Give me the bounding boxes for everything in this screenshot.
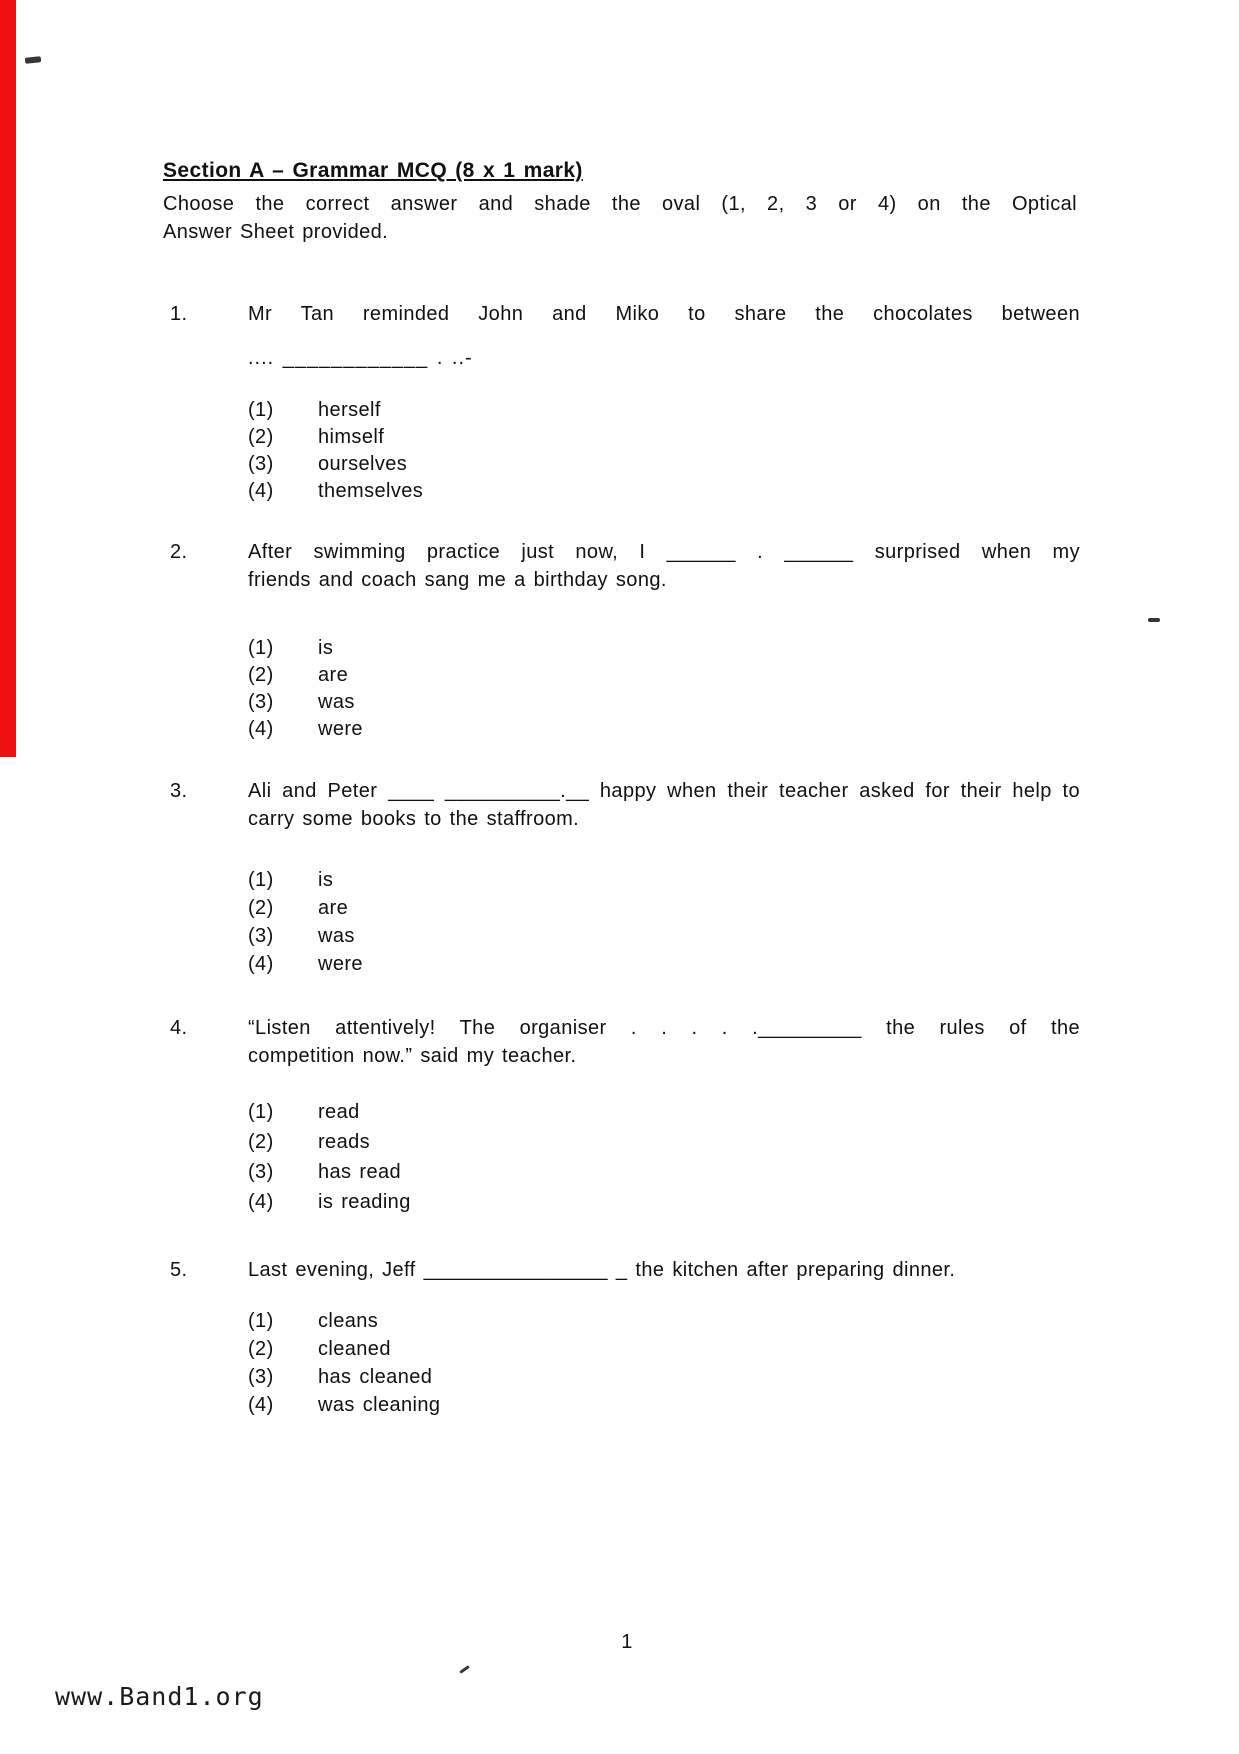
option-label: (1) — [248, 1101, 274, 1123]
option-text: cleaned — [318, 1338, 391, 1360]
question-number: 5. — [170, 1259, 188, 1281]
question-line: “Listen attentively! The organiser . . . . ._________ the rules of the — [248, 1017, 1080, 1039]
option-text: has cleaned — [318, 1366, 433, 1388]
option-label: (4) — [248, 718, 274, 740]
option-text: was — [318, 691, 355, 713]
options-list — [248, 1098, 411, 1218]
option-label: (2) — [248, 426, 274, 448]
instructions-line-2: Answer Sheet provided. — [163, 221, 389, 243]
question-line: Mr Tan reminded John and Miko to share the chocolates between — [248, 303, 1080, 325]
question-number: 1. — [170, 303, 188, 325]
option-text: was — [318, 925, 355, 947]
question-number: 2. — [170, 541, 188, 563]
option-text: is reading — [318, 1191, 411, 1213]
options-list — [248, 634, 363, 742]
option-row — [248, 634, 363, 661]
question-text — [248, 1014, 1080, 1070]
option-text: is — [318, 637, 334, 659]
question-text — [248, 1256, 1080, 1284]
question-line: After swimming practice just now, I ______ . ______ surprised when my — [248, 541, 1080, 563]
option-row — [248, 1363, 440, 1391]
option-text: were — [318, 718, 363, 740]
option-label: (2) — [248, 897, 274, 919]
answer-blank-line: .... ____________ . ..- — [248, 347, 473, 369]
question-text — [248, 538, 1080, 594]
option-row — [248, 661, 363, 688]
option-row — [248, 1335, 440, 1363]
instructions-line-1: Choose the correct answer and shade the oval (1, 2, 3 or 4) on the Optical — [163, 193, 1077, 215]
option-row — [248, 715, 363, 742]
option-label: (3) — [248, 691, 274, 713]
option-label: (4) — [248, 953, 274, 975]
question-number: 4. — [170, 1017, 188, 1039]
option-text: are — [318, 897, 349, 919]
watermark-url: www.Band1.org — [55, 1682, 264, 1711]
section-header — [163, 157, 1077, 246]
option-label: (1) — [248, 637, 274, 659]
question-line: friends and coach sang me a birthday song. — [248, 569, 667, 591]
option-text: himself — [318, 426, 385, 448]
option-row — [248, 423, 423, 450]
option-label: (4) — [248, 1191, 274, 1213]
scan-speck-bottom — [459, 1665, 470, 1674]
question-line: Last evening, Jeff ________________ _ the kitchen after preparing dinner. — [248, 1259, 956, 1281]
option-label: (3) — [248, 1161, 274, 1183]
option-text: was cleaning — [318, 1394, 441, 1416]
options-list — [248, 866, 363, 978]
option-text: themselves — [318, 480, 424, 502]
options-list — [248, 396, 423, 504]
option-text: cleans — [318, 1310, 379, 1332]
scan-speck-right — [1148, 618, 1160, 622]
question-line: Ali and Peter ____ __________.__ happy when their teacher asked for their help to — [248, 780, 1080, 802]
option-row — [248, 1188, 411, 1218]
option-row — [248, 450, 423, 477]
scan-speck-top-left — [25, 56, 42, 64]
option-row — [248, 922, 363, 950]
option-row — [248, 866, 363, 894]
option-row — [248, 688, 363, 715]
option-row — [248, 1391, 440, 1419]
question-line: carry some books to the staffroom. — [248, 808, 580, 830]
option-text: has read — [318, 1161, 402, 1183]
option-row — [248, 1307, 440, 1335]
question-number: 3. — [170, 780, 188, 802]
section-title: Section A – Grammar MCQ (8 x 1 mark) — [163, 159, 583, 182]
option-text: is — [318, 869, 334, 891]
options-list — [248, 1307, 440, 1419]
option-text: read — [318, 1101, 360, 1123]
option-label: (2) — [248, 1131, 274, 1153]
option-label: (2) — [248, 664, 274, 686]
option-row — [248, 1128, 411, 1158]
option-label: (3) — [248, 453, 274, 475]
option-text: were — [318, 953, 363, 975]
option-row — [248, 477, 423, 504]
option-label: (4) — [248, 1394, 274, 1416]
option-label: (1) — [248, 399, 274, 421]
option-label: (4) — [248, 480, 274, 502]
question-text — [248, 300, 1080, 372]
option-label: (2) — [248, 1338, 274, 1360]
option-row — [248, 1158, 411, 1188]
option-text: reads — [318, 1131, 371, 1153]
option-row — [248, 894, 363, 922]
question-line: competition now.” said my teacher. — [248, 1045, 577, 1067]
option-row — [248, 396, 423, 423]
option-text: ourselves — [318, 453, 408, 475]
question-text — [248, 777, 1080, 833]
option-row — [248, 1098, 411, 1128]
option-label: (1) — [248, 1310, 274, 1332]
option-row — [248, 950, 363, 978]
page-number: 1 — [621, 1631, 633, 1653]
option-text: herself — [318, 399, 381, 421]
option-label: (1) — [248, 869, 274, 891]
option-text: are — [318, 664, 349, 686]
option-label: (3) — [248, 1366, 274, 1388]
option-label: (3) — [248, 925, 274, 947]
